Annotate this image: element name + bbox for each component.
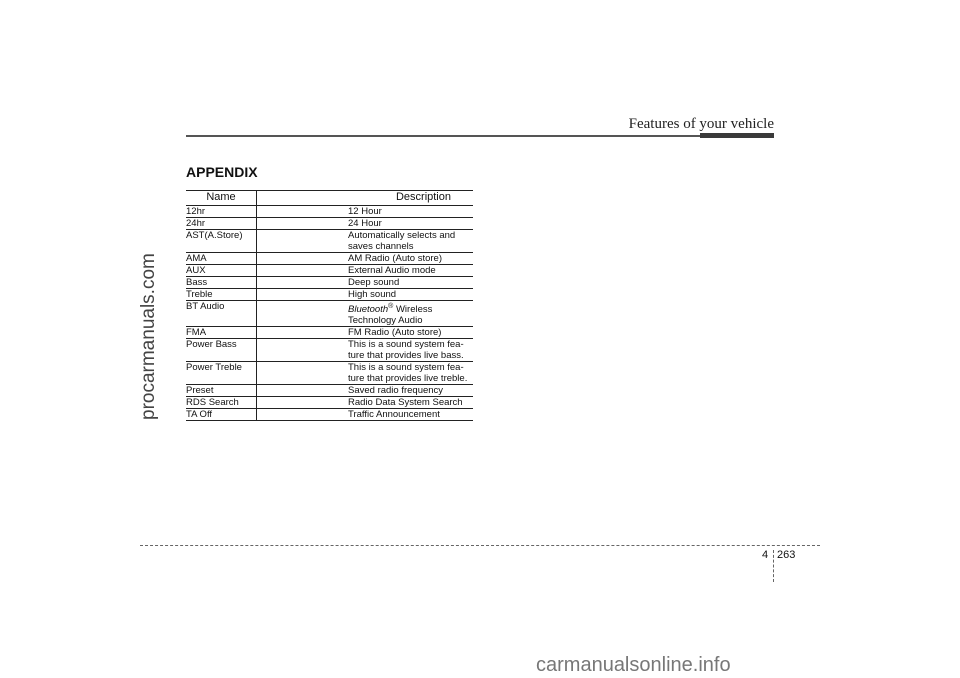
table-row <box>186 265 473 277</box>
row-description <box>257 339 474 362</box>
table-row <box>186 385 473 397</box>
table-row <box>186 409 473 421</box>
bottom-watermark: carmanualsonline.info <box>536 654 731 676</box>
description-line: FM Radio (Auto store) <box>348 327 442 339</box>
row-description <box>257 362 474 385</box>
row-description <box>257 230 474 253</box>
row-description <box>257 301 474 327</box>
row-name: Preset <box>186 385 257 397</box>
table-row <box>186 277 473 289</box>
column-header-description: Description <box>257 191 474 206</box>
row-description <box>257 327 474 339</box>
row-name: Treble <box>186 289 257 301</box>
table-row <box>186 301 473 327</box>
description-line: 12 Hour <box>348 206 382 217</box>
footer-divider <box>773 550 774 582</box>
table-row <box>186 362 473 385</box>
description-line: High sound <box>348 289 397 300</box>
description-line: saves channels <box>348 241 414 252</box>
table-row <box>186 339 473 362</box>
row-name: Bass <box>186 277 257 289</box>
row-name: FMA <box>186 327 257 339</box>
row-description <box>257 218 474 230</box>
row-name: Power Bass <box>186 339 257 362</box>
column-header-name: Name <box>186 191 257 206</box>
row-name: RDS Search <box>186 397 257 409</box>
description-line: Deep sound <box>348 277 400 288</box>
row-description <box>257 253 474 265</box>
row-name: AMA <box>186 253 257 265</box>
row-description <box>257 385 474 397</box>
description-line: Saved radio frequency <box>348 385 444 397</box>
row-name: AST(A.Store) <box>186 230 257 253</box>
row-name: AUX <box>186 265 257 277</box>
row-name: 24hr <box>186 218 257 230</box>
description-line: 24 Hour <box>348 218 382 229</box>
section-title: APPENDIX <box>186 164 258 180</box>
description-line: Automatically selects and <box>348 230 456 241</box>
page-number: 263 <box>777 549 796 561</box>
description-line: This is a sound system fea- <box>348 362 464 374</box>
row-description <box>257 397 474 409</box>
header-rule <box>186 135 774 137</box>
description-line: Radio Data System Search <box>348 397 463 409</box>
row-name: Power Treble <box>186 362 257 385</box>
description-line: Traffic Announcement <box>348 409 440 421</box>
side-watermark: procarmanuals.com <box>138 253 159 420</box>
table-row <box>186 253 473 265</box>
table-header-row <box>186 191 473 206</box>
row-description <box>257 289 474 301</box>
row-description <box>257 206 474 218</box>
table-body <box>186 206 473 421</box>
row-description <box>257 409 474 421</box>
row-name: BT Audio <box>186 301 257 327</box>
table-row <box>186 397 473 409</box>
row-name: TA Off <box>186 409 257 421</box>
table-row <box>186 327 473 339</box>
chapter-number: 4 <box>762 549 769 561</box>
description-line: Bluetooth® Wireless <box>348 303 433 316</box>
row-description <box>257 277 474 289</box>
footer-rule <box>140 545 820 546</box>
table-row <box>186 206 473 218</box>
row-name: 12hr <box>186 206 257 218</box>
appendix-table <box>186 190 473 421</box>
description-line: ture that provides live bass. <box>348 350 464 362</box>
description-line: This is a sound system fea- <box>348 339 464 351</box>
description-line: Technology Audio <box>348 315 423 327</box>
page-header-title: Features of your vehicle <box>628 116 774 132</box>
row-description <box>257 265 474 277</box>
header-rule-accent <box>700 133 774 138</box>
table-row <box>186 230 473 253</box>
description-line: External Audio mode <box>348 265 436 276</box>
table-row <box>186 289 473 301</box>
description-line: ture that provides live treble. <box>348 373 468 385</box>
description-line: AM Radio (Auto store) <box>348 253 442 264</box>
table-row <box>186 218 473 230</box>
